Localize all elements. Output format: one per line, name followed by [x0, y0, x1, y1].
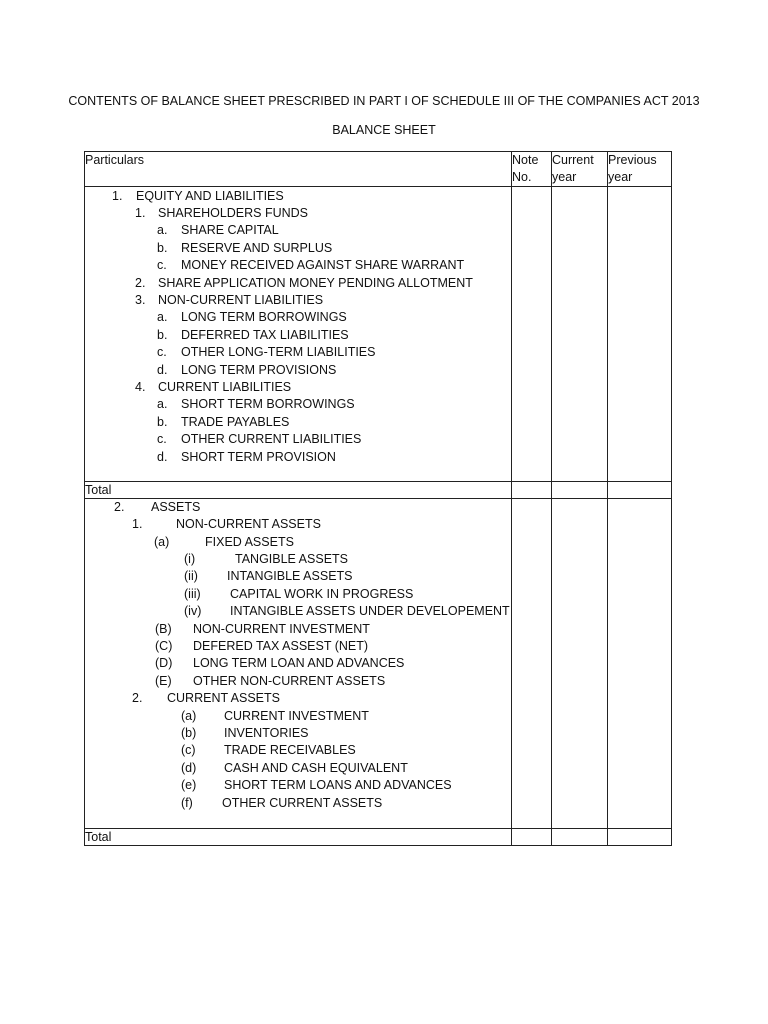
item-label: FIXED ASSETS [205, 535, 294, 549]
header-current-line2: year [552, 170, 577, 184]
item-mark: a. [157, 310, 168, 324]
sub-item-label: CAPITAL WORK IN PROGRESS [230, 587, 414, 601]
item-label: DEFERED TAX ASSEST (NET) [193, 639, 369, 653]
sub-item-mark: (ii) [184, 569, 198, 583]
group-label: NON-CURRENT LIABILITIES [158, 293, 324, 307]
group-number: 3. [135, 293, 146, 307]
note-cell [512, 187, 552, 482]
header-particulars [85, 152, 512, 187]
item-label: TRADE RECEIVABLES [224, 743, 356, 757]
item-label: OTHER CURRENT LIABILITIES [181, 432, 362, 446]
item-mark: c. [157, 345, 167, 359]
item-label: SHARE CAPITAL [181, 223, 279, 237]
total-row [85, 829, 672, 846]
group-label: CURRENT ASSETS [167, 691, 280, 705]
sub-item-mark: (iii) [184, 587, 201, 601]
header-note-line1: Note [512, 153, 539, 167]
equity-liabilities-particulars [85, 187, 512, 482]
header-particulars-label: Particulars [85, 153, 145, 167]
group-number: 4. [135, 380, 146, 394]
item-label: CASH AND CASH EQUIVALENT [224, 761, 408, 775]
group-label: CURRENT LIABILITIES [158, 380, 292, 394]
group-number: 1. [135, 206, 146, 220]
item-mark: d. [157, 450, 168, 464]
group-label: SHAREHOLDERS FUNDS [158, 206, 309, 220]
item-mark: (B) [155, 622, 172, 636]
sub-item-label: TANGIBLE ASSETS [235, 552, 349, 566]
header-row [85, 152, 672, 187]
item-mark: (b) [181, 726, 197, 740]
header-previous-year [608, 152, 672, 187]
total-note-cell [512, 829, 552, 846]
section-number: 1. [112, 189, 123, 203]
section-label: EQUITY AND LIABILITIES [136, 189, 284, 203]
balance-sheet-table [84, 151, 672, 846]
previous-year-cell [608, 499, 672, 829]
section-number: 2. [114, 500, 125, 514]
sheet-title: BALANCE SHEET [332, 123, 436, 137]
previous-year-cell [608, 187, 672, 482]
group-number: 2. [135, 276, 146, 290]
group-number: 1. [132, 517, 143, 531]
item-label: NON-CURRENT INVESTMENT [193, 622, 370, 636]
sub-item-mark: (i) [184, 552, 196, 566]
total-previous-cell [608, 482, 672, 499]
assets-particulars [85, 499, 512, 829]
item-mark: (E) [155, 674, 172, 688]
total-previous-cell [608, 829, 672, 846]
total-current-cell [552, 482, 608, 499]
item-label: OTHER NON-CURRENT ASSETS [193, 674, 386, 688]
item-mark: (c) [181, 743, 196, 757]
assets-row [85, 499, 672, 829]
group-label: NON-CURRENT ASSETS [176, 517, 321, 531]
item-mark: (f) [181, 796, 193, 810]
item-mark: c. [157, 258, 167, 272]
equity-liabilities-row [85, 187, 672, 482]
item-mark: (D) [155, 656, 173, 670]
header-note-no [512, 152, 552, 187]
item-mark: (e) [181, 778, 197, 792]
section-label: ASSETS [151, 500, 201, 514]
item-mark: (a) [181, 709, 197, 723]
current-year-cell [552, 187, 608, 482]
item-mark: (a) [154, 535, 170, 549]
item-label: MONEY RECEIVED AGAINST SHARE WARRANT [181, 258, 465, 272]
item-label: TRADE PAYABLES [181, 415, 290, 429]
item-mark: (d) [181, 761, 197, 775]
item-label: LONG TERM LOAN AND ADVANCES [193, 656, 405, 670]
sub-item-label: INTANGIBLE ASSETS UNDER DEVELOPEMENT [230, 604, 510, 618]
item-mark: a. [157, 223, 168, 237]
group-label: SHARE APPLICATION MONEY PENDING ALLOTMENT [158, 276, 473, 290]
item-label: SHORT TERM LOANS AND ADVANCES [224, 778, 452, 792]
item-mark: b. [157, 415, 168, 429]
current-year-cell [552, 499, 608, 829]
total-row [85, 482, 672, 499]
item-label: SHORT TERM PROVISION [181, 450, 336, 464]
sub-item-mark: (iv) [184, 604, 202, 618]
header-note-line2: No. [512, 170, 532, 184]
item-label: LONG TERM PROVISIONS [181, 363, 337, 377]
item-mark: c. [157, 432, 167, 446]
group-number: 2. [132, 691, 143, 705]
total-label: Total [85, 829, 512, 846]
header-previous-line2: year [608, 170, 633, 184]
item-label: OTHER CURRENT ASSETS [222, 796, 383, 810]
item-mark: b. [157, 241, 168, 255]
item-mark: b. [157, 328, 168, 342]
header-current-line1: Current [552, 153, 594, 167]
header-current-year [552, 152, 608, 187]
item-label: LONG TERM BORROWINGS [181, 310, 347, 324]
header-previous-line1: Previous [608, 153, 657, 167]
item-label: DEFERRED TAX LIABILITIES [181, 328, 349, 342]
item-label: OTHER LONG-TERM LIABILITIES [181, 345, 376, 359]
item-mark: (C) [155, 639, 173, 653]
item-mark: d. [157, 363, 168, 377]
total-note-cell [512, 482, 552, 499]
total-current-cell [552, 829, 608, 846]
item-mark: a. [157, 397, 168, 411]
note-cell [512, 499, 552, 829]
sub-item-label: INTANGIBLE ASSETS [227, 569, 353, 583]
item-label: SHORT TERM BORROWINGS [181, 397, 355, 411]
item-label: RESERVE AND SURPLUS [181, 241, 333, 255]
item-label: INVENTORIES [224, 726, 309, 740]
item-label: CURRENT INVESTMENT [224, 709, 369, 723]
document-title: CONTENTS OF BALANCE SHEET PRESCRIBED IN PART I OF SCHEDULE III OF THE COMPANIES ACT 2013 [68, 94, 700, 108]
total-label: Total [85, 482, 512, 499]
